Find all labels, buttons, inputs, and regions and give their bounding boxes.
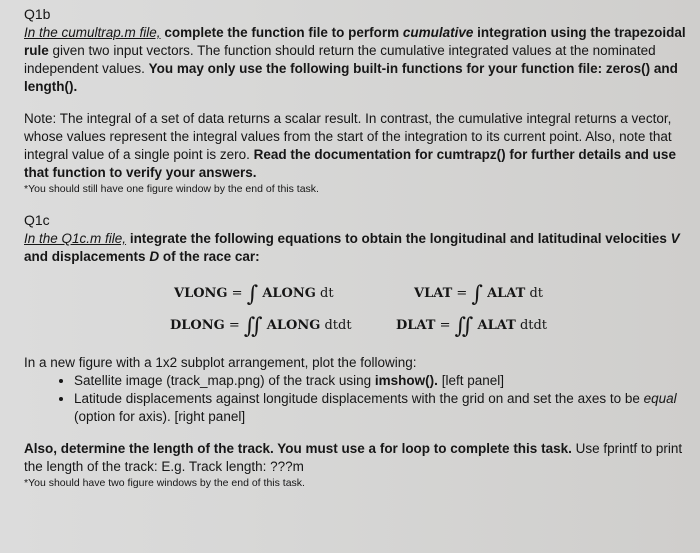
q1b-file-reference: In the cumultrap.m file,: [24, 25, 161, 40]
v-long-diff: dt: [320, 286, 334, 301]
q1b-text-d: given two input vectors. The function should return the cumulative integrated values at the nominated independent values.: [24, 43, 656, 76]
q1c-also-text: Use fprintf to print the length of the track: E.g. Track length: ???m: [24, 441, 683, 474]
equation-d-long: DLONG = ∬ ALONG dtdt: [170, 314, 352, 339]
d-lat-diff: dtdt: [519, 318, 548, 333]
q1c-intro: In a new figure with a 1x2 subplot arrangement, plot the following:: [24, 355, 417, 370]
q1b-text-cumulative: cumulative: [402, 25, 474, 40]
integral-sign-icon: ∫: [471, 282, 483, 307]
equation-v-lat: VLAT = ∫ ALAT dt: [414, 282, 544, 307]
q1b-footnote: *You should still have one figure window by the end of this task.: [24, 183, 319, 195]
q1c-also: [24, 440, 686, 476]
q1c-text-v: V: [670, 231, 680, 246]
q1c-text-e: of the race car:: [162, 249, 260, 264]
assignment-page: [24, 6, 686, 490]
list-item: [74, 390, 686, 426]
d-long-lhs: DLONG: [170, 318, 225, 333]
q1c-paragraph: [24, 230, 686, 266]
d-long-rhs: ALONG: [266, 318, 321, 333]
v-lat-diff: dt: [529, 286, 544, 301]
q1b-note: [24, 110, 686, 182]
d-lat-lhs: DLAT: [396, 318, 436, 333]
list-item: [74, 372, 686, 390]
v-long-lhs: VLONG: [174, 286, 228, 301]
q1c-text-c: and displacements: [24, 249, 146, 264]
q1c-text-a: integrate the following equations to obtain the longitudinal and latitudinal velocities: [129, 231, 667, 246]
q1b-text-a: complete the function file to perform: [164, 25, 400, 40]
v-lat-lhs: VLAT: [414, 286, 453, 301]
equations-block: [24, 278, 686, 344]
integral-sign-icon: ∫: [246, 282, 259, 307]
q1b-note-text: Note: The integral of a set of data returns a scalar result. In contrast, the cumulative integral returns a vector, whose values represent the integral values from the start of the integration to its current point. Also, note that integral value of a single point is zero.: [24, 111, 672, 162]
d-long-diff: dtdt: [324, 318, 352, 333]
q1c-text-d: D: [149, 249, 160, 264]
bullet1-imshow: imshow().: [374, 373, 438, 388]
bullet2-text: Latitude displacements against longitude displacements with the grid on and set the axes to be: [74, 391, 640, 406]
q1c-footnote: *You should have two figure windows by the end of this task.: [24, 477, 305, 489]
bullet2-panel: (option for axis). [right panel]: [74, 409, 246, 424]
q1c-also-bold: Also, determine the length of the track. You must use a for loop to complete this task.: [24, 441, 572, 456]
bullet1-text: Satellite image (track_map.png) of the track using: [74, 373, 372, 388]
d-lat-rhs: ALAT: [477, 318, 516, 333]
bullet1-panel: [left panel]: [441, 373, 504, 388]
q1b-heading: Q1b: [24, 6, 51, 22]
equation-d-lat: DLAT = ∬ ALAT dtdt: [396, 314, 548, 339]
double-integral-sign-icon: ∬: [454, 314, 474, 339]
q1c-file-reference: In the Q1c.m file,: [24, 231, 127, 246]
q1b-text-e: You may only use the following built-in functions for your function file: zeros() and length().: [24, 61, 678, 94]
q1b-note-bold: Read the documentation for cumtrapz() for further details and use that function to verify your answers.: [24, 147, 676, 180]
bullet2-equal: equal: [643, 391, 677, 406]
q1b-paragraph: [24, 24, 686, 96]
equation-v-long: VLONG = ∫ ALONG dt: [174, 282, 334, 307]
q1b-text-c: integration using the trapezoidal rule: [24, 25, 686, 58]
v-long-rhs: ALONG: [262, 286, 316, 301]
q1c-heading: Q1c: [24, 212, 50, 228]
q1c-bullet-list: [24, 372, 686, 426]
v-lat-rhs: ALAT: [487, 286, 526, 301]
double-integral-sign-icon: ∬: [243, 314, 263, 339]
